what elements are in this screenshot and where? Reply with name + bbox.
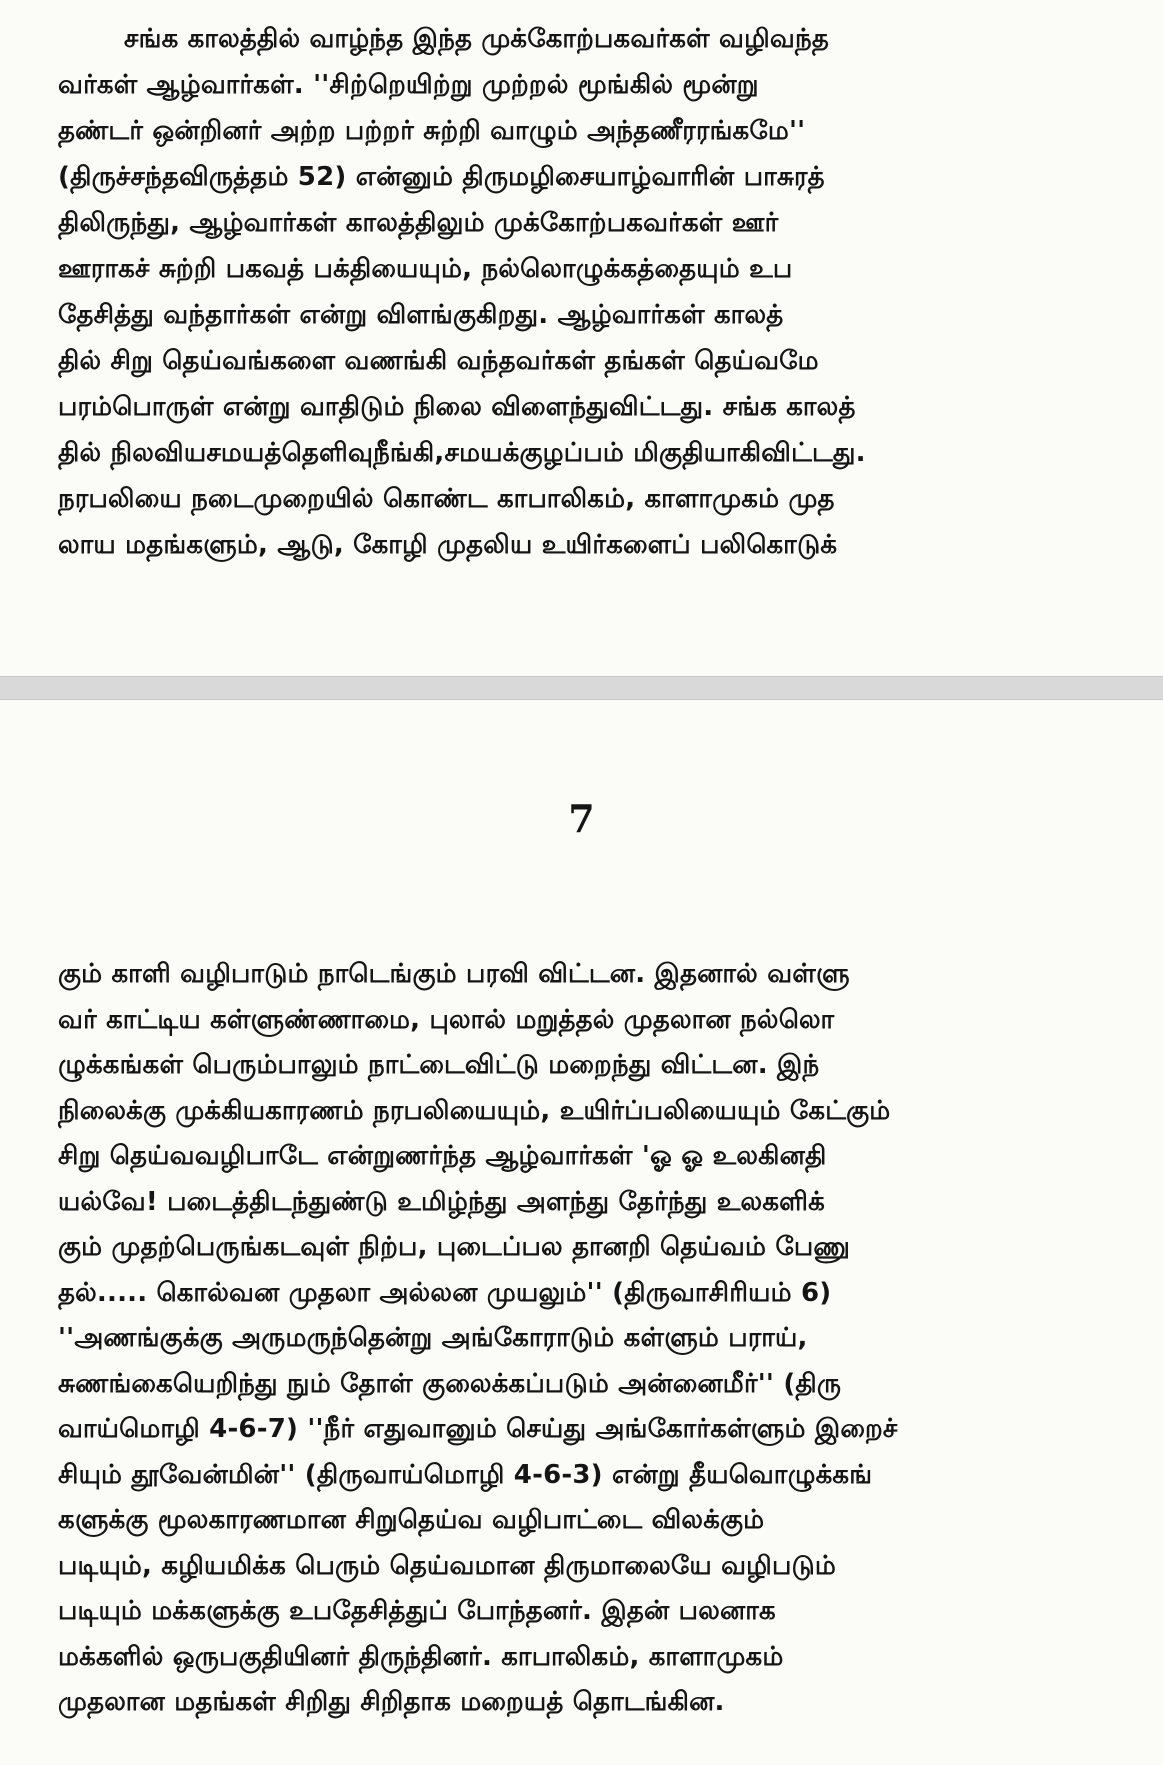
document-page-top [0, 0, 1163, 676]
text-line: நிலைக்கு முக்கியகாரணம் நரபலியையும், உயிர்ப்பலியையும் கேட்கும் [58, 1095, 891, 1126]
text-line: தண்டர் ஒன்றினர் அற்ற பற்றர் சுற்றி வாழும் அந்தணீரரங்கமே'' [58, 116, 806, 146]
text-line: தில் சிறு தெய்வங்களை வணங்கி வந்தவர்கள் தங்கள் தெய்வமே [58, 346, 819, 376]
text-line: லாய மதங்களும், ஆடு, கோழி முதலிய உயிர்களைப் பலிகொடுக் [58, 530, 838, 560]
text-line: ''அணங்குக்கு அருமருந்தென்று அங்கோராடும் கள்ளும் பராய், [58, 1323, 808, 1353]
text-line: கும் முதற்பெருங்கடவுள் நிற்ப, புடைப்பல தானறி தெய்வம் பேணு [58, 1232, 851, 1262]
text-line: திலிருந்து, ஆழ்வார்கள் காலத்திலும் முக்கோற்பகவர்கள் ஊர் [58, 208, 779, 238]
document-page-bottom [0, 700, 1163, 1765]
text-line: களுக்கு மூலகாரணமான சிறுதெய்வ வழிபாட்டை விலக்கும் [58, 1505, 765, 1535]
text-line: முதலான மதங்கள் சிறிது சிறிதாக மறையத் தொடங்கின. [58, 1687, 725, 1717]
page-number: 7 [568, 796, 595, 841]
text-line: தேசித்து வந்தார்கள் என்று விளங்குகிறது. ஆழ்வார்கள் காலத் [58, 300, 784, 330]
page-separator [0, 676, 1163, 700]
text-line: வர்கள் ஆழ்வார்கள். ''சிற்றெயிற்று முற்றல் மூங்கில் மூன்று [58, 70, 759, 100]
text-line: தல்..... கொல்வன முதலா அல்லன முயலும்'' (திருவாசிரியம் 6) [58, 1277, 832, 1308]
text-line: ஊராகச் சுற்றி பகவத் பக்தியையும், நல்லொழுக்கத்தையும் உப [58, 254, 793, 284]
text-line: நரபலியை நடைமுறையில் கொண்ட காபாலிகம், காளாமுகம் முத [58, 484, 835, 514]
page-top-text [58, 16, 1118, 568]
text-line: கும் காளி வழிபாடும் நாடெங்கும் பரவி விட்டன. இதனால் வள்ளு [58, 959, 850, 989]
text-line: படியும், கழியமிக்க பெரும் தெய்வமான திருமாலையே வழிபடும் [58, 1550, 837, 1581]
text-line: தில் நிலவியசமயத்தெளிவுநீங்கி,சமயக்குழப்பம் மிகுதியாகிவிட்டது. [58, 438, 866, 468]
text-line: மக்களில் ஒருபகுதியினர் திருந்தினர். காபாலிகம், காளாமுகம் [58, 1641, 784, 1672]
page-bottom-text [58, 952, 1118, 1726]
text-line: வர் காட்டிய கள்ளுண்ணாமை, புலால் மறுத்தல் முதலான நல்லொ [58, 1004, 835, 1035]
text-line: சங்க காலத்தில் வாழ்ந்த இந்த முக்கோற்பகவர்கள் வழிவந்த [124, 24, 829, 54]
text-line: வாய்மொழி 4-6-7) ''நீர் எதுவானும் செய்து அங்கோர்கள்ளும் இறைச் [58, 1414, 898, 1444]
text-line: படியும் மக்களுக்கு உபதேசித்துப் போந்தனர். இதன் பலனாக [58, 1596, 776, 1626]
text-line: (திருச்சந்தவிருத்தம் 52) என்னும் திருமழிசையாழ்வாரின் பாசுரத் [58, 162, 825, 192]
text-line: சுணங்கையெறிந்து நும் தோள் குலைக்கப்படும் அன்னைமீர்'' (திரு [58, 1368, 842, 1399]
text-line: யல்வே! படைத்திடந்துண்டு உமிழ்ந்து அளந்து தேர்ந்து உலகளிக் [58, 1186, 825, 1217]
text-line: பரம்பொருள் என்று வாதிடும் நிலை விளைந்துவிட்டது. சங்க காலத் [58, 392, 856, 422]
text-line: ழுக்கங்கள் பெரும்பாலும் நாட்டைவிட்டு மறைந்து விட்டன. இந் [58, 1050, 820, 1080]
text-line: சியும் தூவேன்மின்'' (திருவாய்மொழி 4-6-3) என்று தீயவொழுக்கங் [58, 1459, 873, 1490]
text-line: சிறு தெய்வவழிபாடே என்றுணர்ந்த ஆழ்வார்கள் 'ஓ ஓ உலகினதி [58, 1141, 827, 1171]
